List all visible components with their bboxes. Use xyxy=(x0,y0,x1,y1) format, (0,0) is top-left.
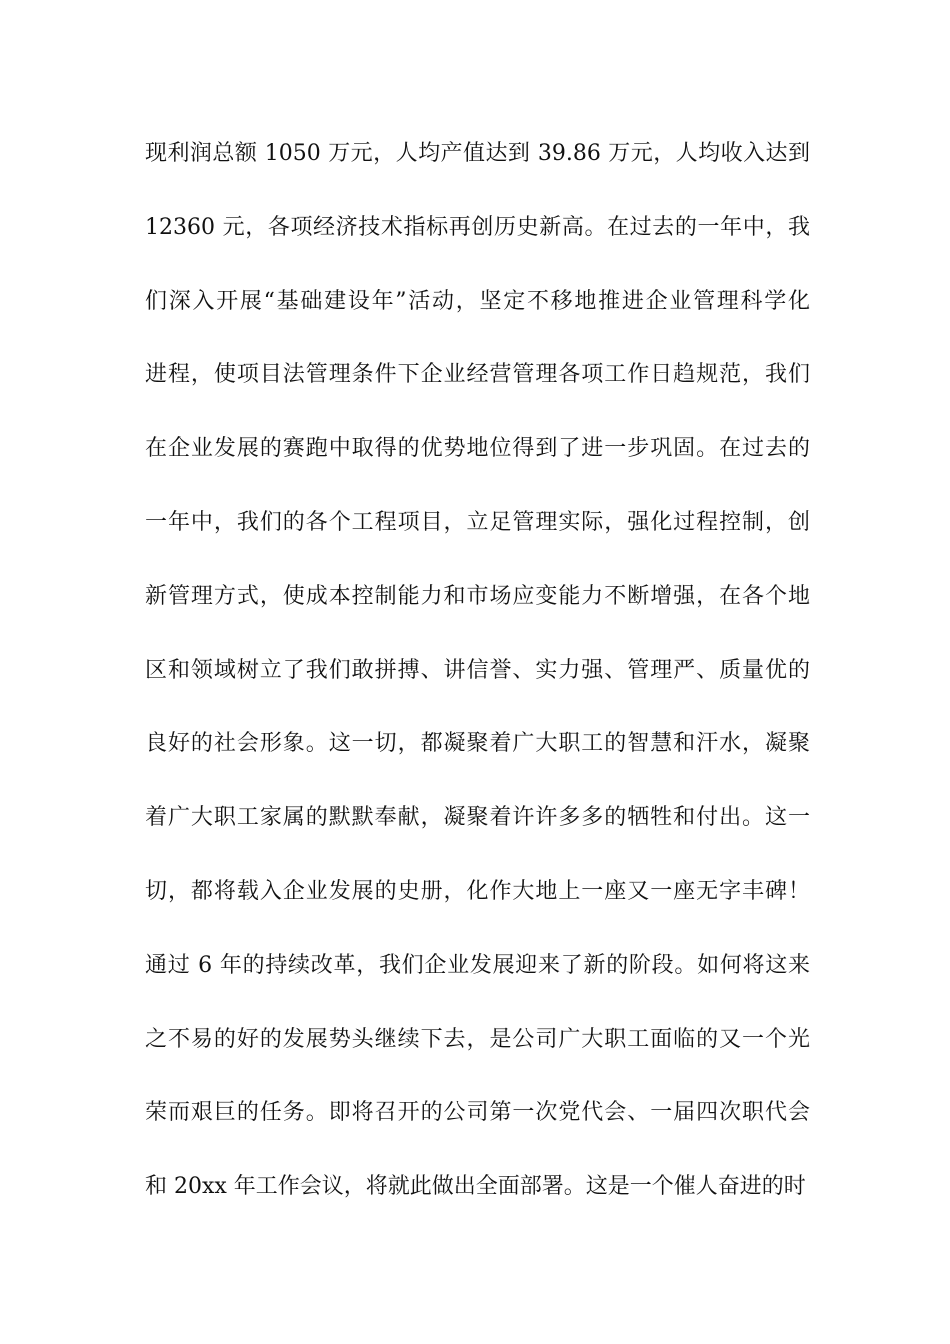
text-line: 新管理方式，使成本控制能力和市场应变能力不断增强，在各个地 xyxy=(145,583,810,609)
text-line: 进程，使项目法管理条件下企业经营管理各项工作日趋规范，我们 xyxy=(145,362,810,388)
text-line: 们深入开展“基础建设年”活动，坚定不移地推进企业管理科学化 xyxy=(145,288,810,314)
text-line: 现利润总额 1050 万元，人均产值达到 39.86 万元，人均收入达到 xyxy=(145,141,810,166)
text-line: 12360 元，各项经济技术指标再创历史新高。在过去的一年中，我 xyxy=(145,214,810,240)
text-line: 和 20xx 年工作会议，将就此做出全面部署。这是一个催人奋进的时 xyxy=(145,1174,806,1200)
text-line: 通过 6 年的持续改革，我们企业发展迎来了新的阶段。如何将这来 xyxy=(145,952,810,978)
text-line: 切，都将载入企业发展的史册，化作大地上一座又一座无字丰碑！ xyxy=(145,878,810,904)
text-line: 区和领域树立了我们敢拼搏、讲信誉、实力强、管理严、质量优的 xyxy=(145,657,810,683)
text-line: 之不易的好的发展势头继续下去，是公司广大职工面临的又一个光 xyxy=(145,1026,810,1052)
text-line: 良好的社会形象。这一切，都凝聚着广大职工的智慧和汗水，凝聚 xyxy=(145,731,810,757)
text-line: 荣而艰巨的任务。即将召开的公司第一次党代会、一届四次职代会 xyxy=(145,1100,810,1126)
body-text xyxy=(145,128,810,1235)
text-line: 一年中，我们的各个工程项目，立足管理实际，强化过程控制，创 xyxy=(145,509,810,535)
text-line: 在企业发展的赛跑中取得的优势地位得到了进一步巩固。在过去的 xyxy=(145,436,810,462)
text-line: 着广大职工家属的默默奉献，凝聚着许许多多的牺牲和付出。这一 xyxy=(145,805,810,831)
